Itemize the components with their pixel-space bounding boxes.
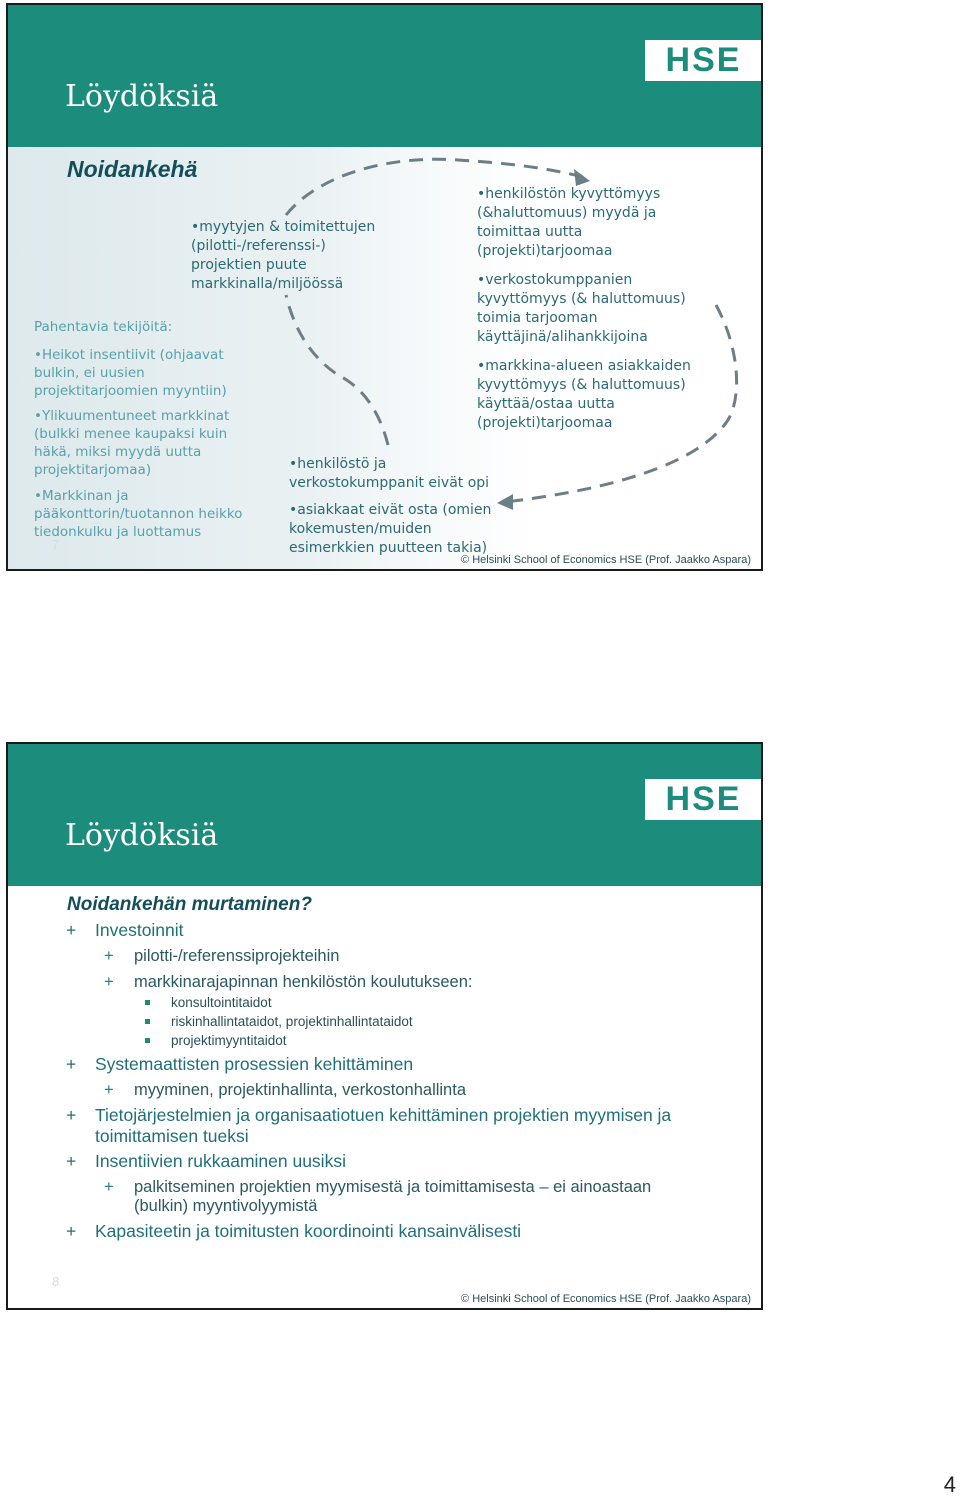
arrowhead-bottom — [497, 494, 513, 510]
hse-logo: HSE — [645, 40, 762, 81]
hse-logo: HSE — [645, 779, 762, 820]
document-page-number: 4 — [943, 1472, 956, 1497]
list-subitem: + myyminen, projektinhallinta, verkostonhallinta — [104, 1081, 466, 1099]
section-heading: Noidankehän murtaminen? — [67, 894, 312, 915]
slide-number: 7 — [52, 537, 60, 552]
list-item: + Tietojärjestelmien ja organisaatiotuen kehittäminen projektien myymisen ja toimittamisen tueksi — [66, 1105, 672, 1146]
slide-7 — [6, 3, 763, 571]
factor-item: •Ylikuumentuneet markkinat (bulkki menee kaupaksi kuin häkä, miksi myydä uutta projektitarjomaa) — [34, 408, 230, 478]
list-subitem: + palkitseminen projektien myymisestä ja toimittamisesta – ei ainoastaan (bulkin) myyntivolyymistä — [104, 1178, 652, 1215]
list-item: + Investoinnit — [66, 920, 184, 940]
list-subitem: + pilotti-/referenssiprojekteihin — [104, 947, 340, 965]
factor-item: •Heikot insentiivit (ohjaavat bulkin, ei uusien projektitarjoomien myyntiin) — [34, 347, 227, 399]
arrow-left — [286, 295, 388, 445]
bottom-item: •asiakkaat eivät osta (omien kokemusten/muiden esimerkkien puutteen takia) — [289, 502, 492, 556]
slide-title: Löydöksiä — [65, 818, 219, 853]
list-subsubitem: riskinhallintataidot, projektinhallintataidot — [145, 1014, 413, 1029]
slide-8 — [6, 742, 763, 1310]
list-subsubitem: konsultointitaidot — [145, 995, 272, 1010]
section-heading: Noidankehä — [67, 156, 198, 182]
slide-title: Löydöksiä — [65, 79, 219, 114]
list-subitem: + markkinarajapinnan henkilöstön koulutukseen: — [104, 973, 473, 991]
bottom-item: •henkilöstö ja verkostokumppanit eivät opi — [289, 456, 490, 491]
slide-number: 8 — [52, 1274, 60, 1289]
right-item: •verkostokumppanien kyvyttömyys (& haluttomuus) toimia tarjooman käyttäjinä/alihankkijoina — [477, 272, 686, 345]
missing-references-text: •myytyjen & toimitettujen (pilotti-/referenssi-) projektien puute markkinalla/miljöössä — [191, 219, 376, 292]
list-subsubitem: projektimyyntitaidot — [145, 1033, 287, 1048]
right-item: •markkina-alueen asiakkaiden kyvyttömyys (& haluttomuus) käyttää/ostaa uutta (projekti)tarjoomaa — [477, 358, 691, 431]
slide-header — [8, 744, 761, 886]
list-item: + Insentiivien rukkaaminen uusiksi — [66, 1151, 346, 1171]
right-item: •henkilöstön kyvyttömyys (&haluttomuus) myydä ja toimittaa uutta (projekti)tarjoomaa — [477, 186, 661, 259]
slide-footer: © Helsinki School of Economics HSE (Prof. Jaakko Aspara) — [461, 554, 751, 566]
arrowhead-top — [574, 169, 590, 186]
slide-footer: © Helsinki School of Economics HSE (Prof. Jaakko Aspara) — [461, 1293, 751, 1305]
aggravating-factors-label: Pahentavia tekijöitä: — [34, 319, 173, 335]
list-item: + Kapasiteetin ja toimitusten koordinointi kansainvälisesti — [66, 1221, 522, 1241]
list-item: + Systemaattisten prosessien kehittäminen — [66, 1054, 414, 1074]
factor-item: •Markkinan ja pääkonttorin/tuotannon heikko tiedonkulku ja luottamus — [34, 488, 243, 540]
